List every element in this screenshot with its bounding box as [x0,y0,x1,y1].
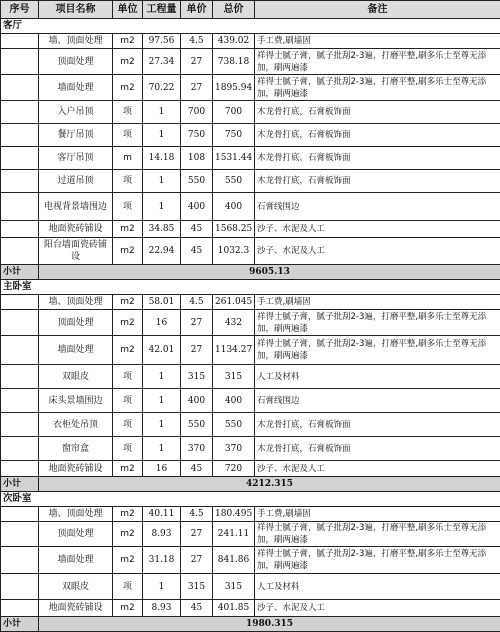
cell-unit: m2 [113,547,143,574]
cell-note: 人工及材料 [255,365,500,389]
cell-seq [1,547,39,574]
cell-unit: m [113,147,143,170]
cell-name: 双眼皮 [39,574,113,600]
table-row [1,124,500,147]
cell-name: 入户吊顶 [39,101,113,124]
cell-note: 石膏线围边 [255,193,500,221]
cell-unit: m2 [113,238,143,265]
cell-name: 床头景墙围边 [39,389,113,413]
cell-unit: m2 [113,336,143,365]
cell-price: 27 [181,310,213,336]
cell-note: 祥得士腻子膏，腻子批刮2-3遍，打磨平整,刷多乐士至尊无添加，刷两遍漆 [255,547,500,574]
cell-qty: 1 [143,101,181,124]
subtotal-value: 9605.13 [39,265,500,280]
cell-qty: 58.01 [143,295,181,310]
cell-total: 400 [213,193,255,221]
subtotal-value: 4212.315 [39,477,500,492]
cell-price: 108 [181,147,213,170]
cell-unit: m2 [113,221,143,238]
cell-note: 木龙骨打底，石膏板饰面 [255,101,500,124]
cell-note: 祥得士腻子膏，腻子批刮2-3遍，打磨平整,刷多乐士至尊无添加，刷两遍漆 [255,310,500,336]
header-qty: 工程量 [143,1,181,19]
cell-total: 750 [213,124,255,147]
cell-unit: m2 [113,310,143,336]
cell-qty: 1 [143,389,181,413]
cell-unit: m2 [113,49,143,75]
cell-unit: m2 [113,507,143,522]
cell-note: 祥得士腻子膏，腻子批刮2-3遍，打磨平整,刷多乐士至尊无添加，刷两遍漆 [255,75,500,101]
cell-qty: 70.22 [143,75,181,101]
cell-seq [1,147,39,170]
table-row [1,295,500,310]
cell-price: 550 [181,170,213,193]
cell-qty: 97.56 [143,34,181,49]
cell-seq [1,295,39,310]
cell-total: 1134.27 [213,336,255,365]
cell-name: 顶面处理 [39,522,113,547]
cell-name: 阳台墙面瓷砖铺设 [39,238,113,265]
table-row [1,221,500,238]
table-body [1,19,500,632]
cell-qty: 22.94 [143,238,181,265]
cell-qty: 16 [143,310,181,336]
section-title: 次卧室 [1,492,500,507]
cell-unit: m2 [113,34,143,49]
table-row [1,34,500,49]
subtotal-row [1,265,500,280]
subtotal-label: 小计 [1,477,39,492]
cell-seq [1,389,39,413]
cell-note: 木龙骨打底，石膏板饰面 [255,124,500,147]
cell-total: 370 [213,437,255,461]
cell-note: 人工及材料 [255,574,500,600]
cell-unit: 项 [113,574,143,600]
cell-total: 315 [213,365,255,389]
cell-seq [1,600,39,617]
cell-qty: 31.18 [143,547,181,574]
cell-price: 400 [181,389,213,413]
table-row [1,193,500,221]
cell-total: 1531.44 [213,147,255,170]
cell-name: 墙面处理 [39,75,113,101]
header-price: 单价 [181,1,213,19]
cell-price: 27 [181,522,213,547]
cell-seq [1,49,39,75]
cell-name: 墙、顶面处理 [39,507,113,522]
cell-price: 27 [181,75,213,101]
table-row [1,522,500,547]
cell-note: 石膏线围边 [255,389,500,413]
cell-seq [1,365,39,389]
cell-price: 370 [181,437,213,461]
cell-note: 木龙骨打底，石膏板饰面 [255,170,500,193]
table-row [1,437,500,461]
cell-note: 祥得士腻子膏，腻子批刮2-3遍，打磨平整,刷多乐士至尊无添加，刷两遍漆 [255,336,500,365]
cell-seq [1,221,39,238]
cell-price: 27 [181,547,213,574]
cell-price: 45 [181,600,213,617]
cell-unit: 项 [113,101,143,124]
cell-note: 沙子、水泥及人工 [255,461,500,477]
table-row [1,49,500,75]
cell-seq [1,124,39,147]
cell-unit: 项 [113,124,143,147]
subtotal-label: 小计 [1,617,39,632]
subtotal-label: 小计 [1,265,39,280]
cell-name: 墙面处理 [39,547,113,574]
cell-name: 窗帘盒 [39,437,113,461]
cell-name: 墙、顶面处理 [39,295,113,310]
cell-qty: 1 [143,437,181,461]
section-title: 客厅 [1,19,500,34]
cell-qty: 1 [143,574,181,600]
cell-name: 墙面处理 [39,336,113,365]
cell-note: 沙子、水泥及人工 [255,221,500,238]
cell-seq [1,522,39,547]
cell-qty: 40.11 [143,507,181,522]
header-row [1,1,500,19]
cell-unit: 项 [113,170,143,193]
cell-price: 27 [181,49,213,75]
cell-unit: 项 [113,437,143,461]
cell-note: 手工费,刷墙固 [255,295,500,310]
cell-note: 木龙骨打底，石膏板饰面 [255,413,500,437]
table-row [1,574,500,600]
cell-name: 过道吊顶 [39,170,113,193]
cell-qty: 1 [143,124,181,147]
section-title-row [1,19,500,34]
cell-name: 衣柜处吊顶 [39,413,113,437]
cell-total: 315 [213,574,255,600]
cell-total: 1895.94 [213,75,255,101]
cell-price: 400 [181,193,213,221]
cell-seq [1,75,39,101]
cell-name: 电视背景墙围边 [39,193,113,221]
cell-name: 地面瓷砖铺设 [39,600,113,617]
cell-name: 餐厅吊顶 [39,124,113,147]
cell-seq [1,193,39,221]
cell-unit: 项 [113,193,143,221]
cell-name: 客厅吊顶 [39,147,113,170]
table-row [1,147,500,170]
cell-total: 841.86 [213,547,255,574]
subtotal-row [1,617,500,632]
table-row [1,547,500,574]
cell-total: 550 [213,413,255,437]
cell-unit: m2 [113,75,143,101]
table-row [1,75,500,101]
cell-total: 1568.25 [213,221,255,238]
cell-total: 700 [213,101,255,124]
table-row [1,389,500,413]
cell-price: 27 [181,336,213,365]
cell-total: 432 [213,310,255,336]
cell-seq [1,170,39,193]
table-row [1,336,500,365]
cell-price: 750 [181,124,213,147]
table-row [1,101,500,124]
subtotal-row [1,477,500,492]
cell-unit: 项 [113,365,143,389]
cell-total: 241.11 [213,522,255,547]
cell-qty: 14.18 [143,147,181,170]
cell-note: 手工费,刷墙固 [255,507,500,522]
cell-seq [1,574,39,600]
cell-note: 木龙骨打底，石膏板饰面 [255,437,500,461]
cell-price: 550 [181,413,213,437]
cell-total: 400 [213,389,255,413]
cell-unit: 项 [113,413,143,437]
cell-seq [1,437,39,461]
header-seq: 序号 [1,1,39,19]
cell-seq [1,336,39,365]
cell-qty: 8.93 [143,600,181,617]
cell-note: 手工费,刷墙固 [255,34,500,49]
cell-seq [1,34,39,49]
cell-price: 45 [181,461,213,477]
cell-seq [1,507,39,522]
cell-qty: 34.85 [143,221,181,238]
cell-total: 401.85 [213,600,255,617]
header-note: 备注 [255,1,500,19]
cell-name: 顶面处理 [39,310,113,336]
cell-name: 顶面处理 [39,49,113,75]
cell-unit: m2 [113,600,143,617]
cell-unit: m2 [113,461,143,477]
cell-note: 沙子、水泥及人工 [255,600,500,617]
cell-qty: 16 [143,461,181,477]
table-row [1,238,500,265]
cell-unit: 项 [113,389,143,413]
header-unit: 单位 [113,1,143,19]
cell-qty: 1 [143,193,181,221]
cell-note: 祥得士腻子膏，腻子批刮2-3遍，打磨平整,刷多乐士至尊无添加，刷两遍漆 [255,522,500,547]
cell-seq [1,461,39,477]
cell-total: 720 [213,461,255,477]
cell-qty: 8.93 [143,522,181,547]
cell-note: 祥得士腻子膏，腻子批刮2-3遍，打磨平整,刷多乐士至尊无添加，刷两遍漆 [255,49,500,75]
cell-total: 180.495 [213,507,255,522]
cell-name: 地面瓷砖铺设 [39,461,113,477]
section-title: 主卧室 [1,280,500,295]
cell-unit: m2 [113,522,143,547]
cell-price: 700 [181,101,213,124]
subtotal-value: 1980.315 [39,617,500,632]
section-title-row [1,280,500,295]
cell-price: 45 [181,238,213,265]
cell-price: 4.5 [181,507,213,522]
section-title-row [1,492,500,507]
cell-total: 439.02 [213,34,255,49]
cell-name: 地面瓷砖铺设 [39,221,113,238]
cell-price: 4.5 [181,295,213,310]
cell-price: 4.5 [181,34,213,49]
cell-price: 45 [181,221,213,238]
table-row [1,507,500,522]
cell-note: 木龙骨打底，石膏板饰面 [255,147,500,170]
header-total: 总价 [213,1,255,19]
table-row [1,413,500,437]
cell-seq [1,238,39,265]
table-row [1,310,500,336]
cell-total: 738.18 [213,49,255,75]
cell-qty: 27.34 [143,49,181,75]
table-row [1,365,500,389]
cell-unit: m2 [113,295,143,310]
table-row [1,600,500,617]
table-row [1,170,500,193]
cell-name: 双眼皮 [39,365,113,389]
table-row [1,461,500,477]
cell-seq [1,413,39,437]
header-name: 项目名称 [39,1,113,19]
cell-qty: 1 [143,170,181,193]
cell-price: 315 [181,365,213,389]
cell-qty: 1 [143,365,181,389]
cell-note: 沙子、水泥及人工 [255,238,500,265]
cell-seq [1,310,39,336]
cell-seq [1,101,39,124]
cell-price: 315 [181,574,213,600]
cell-total: 261.045 [213,295,255,310]
cell-name: 墙、顶面处理 [39,34,113,49]
cell-total: 1032.3 [213,238,255,265]
cell-qty: 1 [143,413,181,437]
cell-total: 550 [213,170,255,193]
cell-qty: 42.01 [143,336,181,365]
